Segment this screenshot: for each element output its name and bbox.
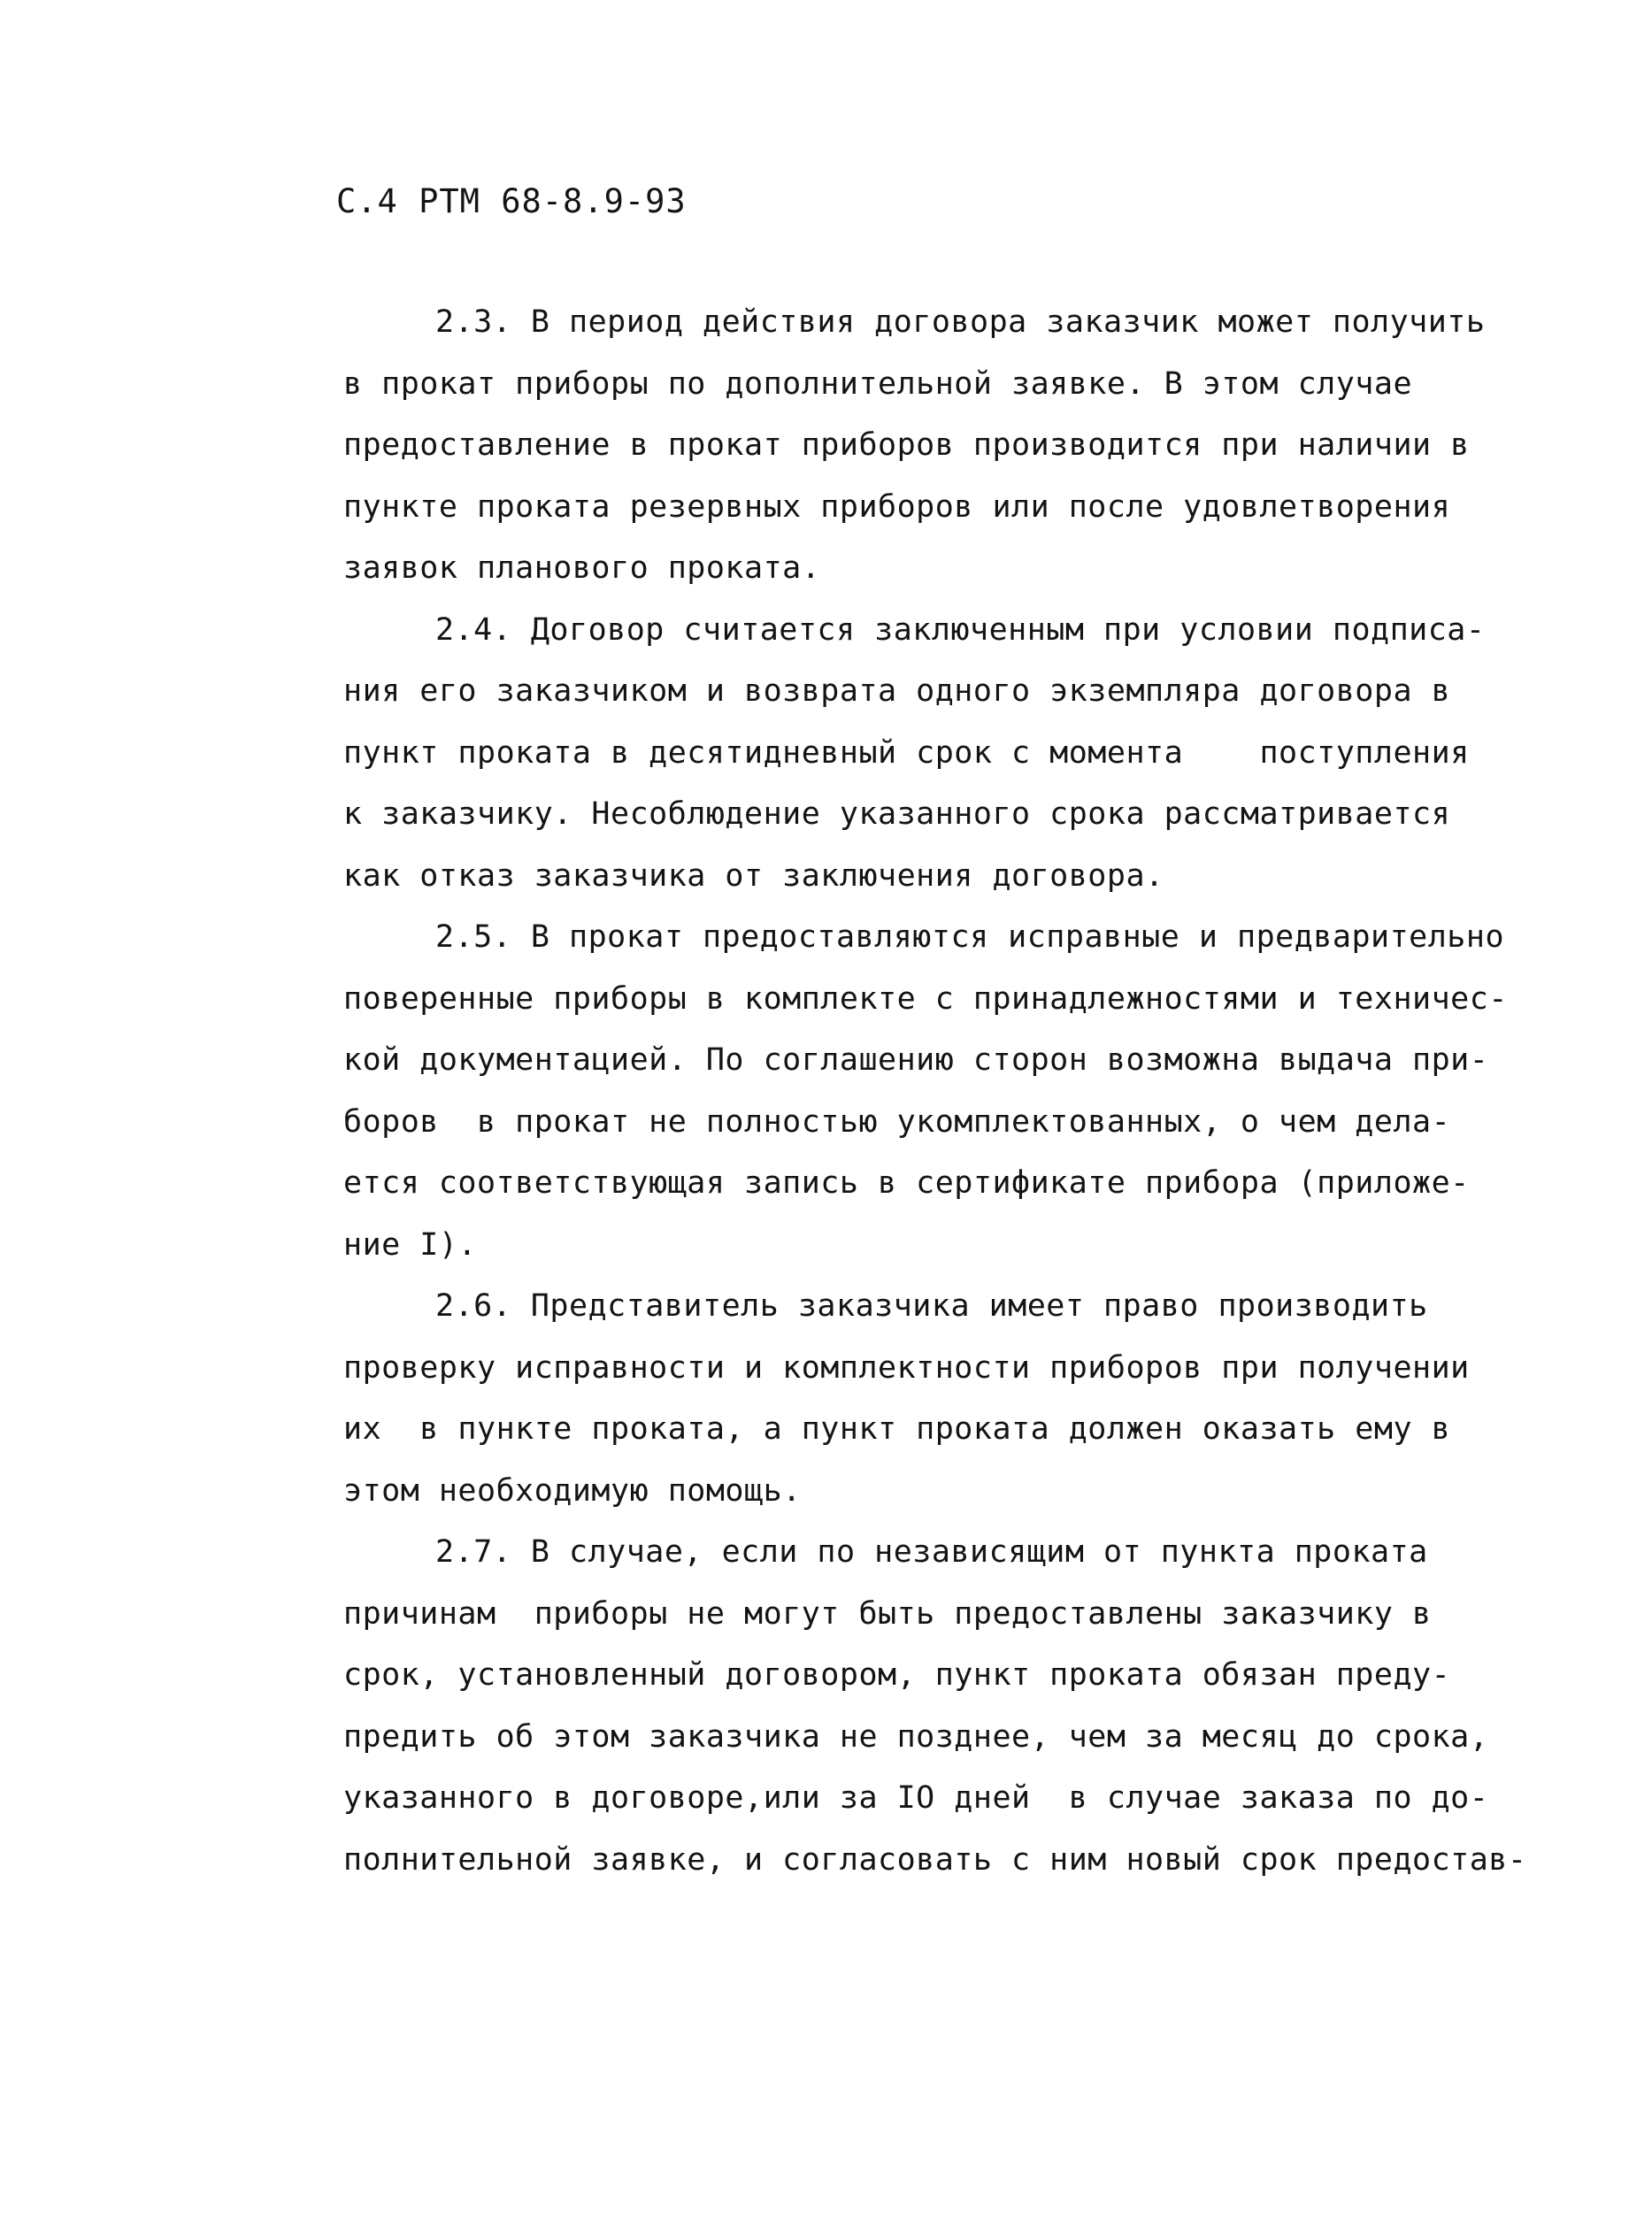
text-line: полнительной заявке, и согласовать с ним новый срок предостав- xyxy=(343,1841,1527,1878)
paragraph-2-7 xyxy=(343,1522,1582,1891)
text-line: боров в прокат не полностью укомплектованных, о чем дела- xyxy=(343,1103,1451,1140)
text-line: проверку исправности и комплектности приборов при получении xyxy=(343,1349,1470,1386)
text-line: предоставление в прокат приборов производится при наличии в xyxy=(343,427,1470,463)
text-line: кой документацией. По соглашению сторон возможна выдача при- xyxy=(343,1042,1489,1078)
text-line: 2.5. В прокат предоставляются исправные и предварительно xyxy=(435,919,1505,955)
paragraph-2-5 xyxy=(343,907,1582,1276)
document-reference: С.4 РТМ 68-8.9-93 xyxy=(336,182,687,220)
text-line: их в пункте проката, а пункт проката должен оказать ему в xyxy=(343,1411,1451,1447)
text-line: этом необходимую помощь. xyxy=(343,1472,802,1509)
paragraph-2-4 xyxy=(343,600,1582,908)
text-line: ется соответствующая запись в сертификате прибора (приложе- xyxy=(343,1165,1470,1201)
paragraph-2-3 xyxy=(343,292,1582,600)
document-body xyxy=(343,292,1582,1891)
text-line: к заказчику. Несоблюдение указанного срока рассматривается xyxy=(343,796,1451,832)
text-line: 2.7. В случае, если по независящим от пункта проката xyxy=(435,1534,1428,1570)
text-line: 2.3. В период действия договора заказчик может получить xyxy=(435,304,1486,340)
text-line: срок, установленный договором, пункт проката обязан преду- xyxy=(343,1657,1451,1693)
text-line: поверенные приборы в комплекте с принадлежностями и техничес- xyxy=(343,980,1508,1017)
paragraph-2-6 xyxy=(343,1276,1582,1522)
text-line: 2.6. Представитель заказчика имеет право производить xyxy=(435,1288,1428,1324)
text-line: ния его заказчиком и возврата одного экземпляра договора в xyxy=(343,673,1451,709)
text-line: пункт проката в десятидневный срок с момента поступления xyxy=(343,734,1470,771)
text-line: предить об этом заказчика не позднее, чем за месяц до срока, xyxy=(343,1718,1489,1755)
text-line: указанного в договоре,или за IO дней в случае заказа по до- xyxy=(343,1780,1489,1816)
text-line: пункте проката резервных приборов или после удовлетворения xyxy=(343,488,1451,525)
text-line: ние I). xyxy=(343,1226,478,1263)
text-line: 2.4. Договор считается заключенным при условии подписа- xyxy=(435,611,1486,648)
text-line: в прокат приборы по дополнительной заявке. В этом случае xyxy=(343,365,1413,402)
text-line: как отказ заказчика от заключения договора. xyxy=(343,857,1164,894)
text-line: заявок планового проката. xyxy=(343,550,821,586)
text-line: причинам приборы не могут быть предоставлены заказчику в xyxy=(343,1595,1432,1632)
